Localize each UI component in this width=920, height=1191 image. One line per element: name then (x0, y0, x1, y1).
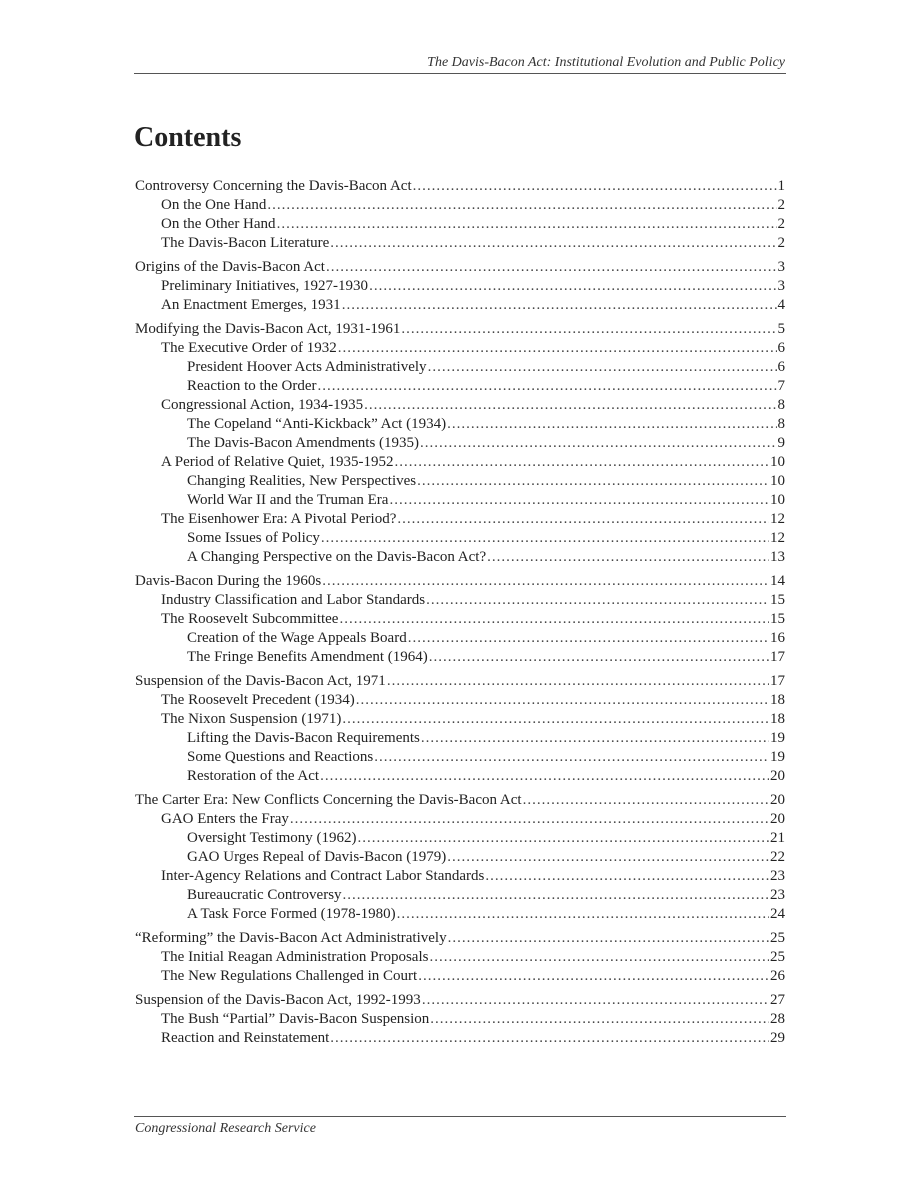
toc-entry-title: Industry Classification and Labor Standards (161, 592, 426, 608)
toc-dot-leader (413, 177, 777, 196)
toc-entry[interactable] (135, 529, 785, 548)
toc-entry-page-number: 16 (770, 630, 785, 646)
toc-entry-title: Origins of the Davis-Bacon Act (135, 259, 325, 275)
toc-entry-title: The Executive Order of 1932 (161, 340, 337, 356)
toc-entry[interactable] (135, 829, 785, 848)
toc-entry[interactable] (135, 810, 785, 829)
toc-entry-page-number: 3 (777, 259, 785, 275)
toc-dot-leader (417, 472, 769, 491)
toc-entry[interactable] (135, 967, 785, 986)
toc-entry-title: Oversight Testimony (1962) (187, 830, 357, 846)
toc-entry[interactable] (135, 177, 785, 196)
toc-entry[interactable] (135, 610, 785, 629)
toc-entry-title: The Copeland “Anti-Kickback” Act (1934) (187, 416, 447, 432)
toc-entry[interactable] (135, 320, 785, 339)
toc-entry-page-number: 15 (770, 592, 785, 608)
toc-entry-title: The Nixon Suspension (1971) (161, 711, 342, 727)
toc-entry-page-number: 17 (770, 649, 785, 665)
toc-entry-page-number: 17 (770, 673, 785, 689)
toc-entry[interactable] (135, 196, 785, 215)
toc-entry-title: A Period of Relative Quiet, 1935-1952 (161, 454, 394, 470)
toc-entry-page-number: 1 (777, 178, 785, 194)
toc-entry-title: Lifting the Davis-Bacon Requirements (187, 730, 420, 746)
toc-entry-page-number: 6 (777, 359, 785, 375)
toc-entry-title: Preliminary Initiatives, 1927-1930 (161, 278, 369, 294)
toc-entry-title: The Eisenhower Era: A Pivotal Period? (161, 511, 397, 527)
toc-entry-title: The Initial Reagan Administration Proposals (161, 949, 429, 965)
toc-entry[interactable] (135, 453, 785, 472)
toc-entry[interactable] (135, 791, 785, 810)
running-header: The Davis-Bacon Act: Institutional Evolution and Public Policy (427, 55, 785, 70)
toc-entry[interactable] (135, 691, 785, 710)
toc-entry-title: Suspension of the Davis-Bacon Act, 1971 (135, 673, 386, 689)
toc-entry-page-number: 19 (770, 730, 785, 746)
toc-entry-page-number: 12 (770, 511, 785, 527)
toc-dot-leader (394, 453, 769, 472)
toc-dot-leader (343, 886, 769, 905)
toc-dot-leader (485, 867, 769, 886)
toc-entry[interactable] (135, 510, 785, 529)
toc-entry[interactable] (135, 648, 785, 667)
toc-entry-title: Inter-Agency Relations and Contract Labor Standards (161, 868, 485, 884)
toc-entry-title: A Task Force Formed (1978-1980) (187, 906, 396, 922)
toc-entry-title: Creation of the Wage Appeals Board (187, 630, 407, 646)
toc-entry[interactable] (135, 672, 785, 691)
toc-entry-page-number: 2 (777, 235, 785, 251)
toc-entry-title: The New Regulations Challenged in Court (161, 968, 418, 984)
toc-entry[interactable] (135, 396, 785, 415)
toc-dot-leader (326, 258, 777, 277)
toc-entry[interactable] (135, 258, 785, 277)
toc-dot-leader (430, 1010, 769, 1029)
toc-dot-leader (397, 905, 769, 924)
toc-entry-page-number: 15 (770, 611, 785, 627)
toc-entry[interactable] (135, 629, 785, 648)
toc-entry[interactable] (135, 339, 785, 358)
toc-entry-title: Controversy Concerning the Davis-Bacon Act (135, 178, 412, 194)
toc-entry-page-number: 2 (777, 216, 785, 232)
toc-dot-leader (358, 829, 770, 848)
toc-entry-page-number: 18 (770, 692, 785, 708)
toc-dot-leader (342, 710, 769, 729)
toc-entry-page-number: 20 (770, 811, 785, 827)
toc-entry-page-number: 3 (777, 278, 785, 294)
toc-entry-page-number: 23 (770, 868, 785, 884)
toc-entry-page-number: 10 (770, 454, 785, 470)
toc-entry[interactable] (135, 848, 785, 867)
toc-dot-leader (330, 1029, 769, 1048)
toc-dot-leader (356, 691, 769, 710)
toc-entry-title: GAO Enters the Fray (161, 811, 289, 827)
toc-entry-page-number: 4 (777, 297, 785, 313)
toc-entry[interactable] (135, 434, 785, 453)
toc-entry-title: The Davis-Bacon Amendments (1935) (187, 435, 420, 451)
toc-entry-title: The Fringe Benefits Amendment (1964) (187, 649, 428, 665)
toc-dot-leader (320, 767, 769, 786)
toc-dot-leader (401, 320, 776, 339)
toc-entry-page-number: 26 (770, 968, 785, 984)
toc-entry-title: President Hoover Acts Administratively (187, 359, 427, 375)
toc-entry[interactable] (135, 729, 785, 748)
toc-entry-page-number: 12 (770, 530, 785, 546)
toc-dot-leader (267, 196, 776, 215)
toc-dot-leader (487, 548, 769, 567)
toc-entry[interactable] (135, 277, 785, 296)
toc-entry[interactable] (135, 491, 785, 510)
toc-entry[interactable] (135, 472, 785, 491)
toc-entry[interactable] (135, 991, 785, 1010)
toc-entry[interactable] (135, 215, 785, 234)
toc-dot-leader (321, 529, 769, 548)
table-of-contents (135, 177, 785, 1048)
toc-entry-title: Congressional Action, 1934-1935 (161, 397, 364, 413)
toc-entry[interactable] (135, 234, 785, 253)
toc-dot-leader (322, 572, 769, 591)
toc-entry-title: On the Other Hand (161, 216, 276, 232)
toc-entry[interactable] (135, 867, 785, 886)
toc-entry-page-number: 18 (770, 711, 785, 727)
toc-dot-leader (387, 672, 769, 691)
toc-entry-page-number: 14 (770, 573, 785, 589)
toc-dot-leader (342, 296, 777, 315)
footer-publisher: Congressional Research Service (135, 1121, 316, 1136)
toc-entry-title: Reaction to the Order (187, 378, 317, 394)
toc-entry[interactable] (135, 358, 785, 377)
toc-entry-page-number: 5 (777, 321, 785, 337)
toc-entry[interactable] (135, 296, 785, 315)
toc-dot-leader (330, 234, 776, 253)
header-rule (134, 73, 786, 74)
toc-dot-leader (523, 791, 769, 810)
toc-entry-title: Some Issues of Policy (187, 530, 320, 546)
toc-entry-page-number: 29 (770, 1030, 785, 1046)
toc-entry-title: A Changing Perspective on the Davis-Bacon Act? (187, 549, 487, 565)
toc-entry-title: The Davis-Bacon Literature (161, 235, 330, 251)
toc-dot-leader (374, 748, 769, 767)
toc-dot-leader (447, 848, 769, 867)
toc-entry-title: “Reforming” the Davis-Bacon Act Administratively (135, 930, 447, 946)
toc-dot-leader (426, 591, 769, 610)
toc-dot-leader (428, 358, 777, 377)
toc-entry-title: Some Questions and Reactions (187, 749, 374, 765)
toc-entry[interactable] (135, 948, 785, 967)
toc-entry-title: The Carter Era: New Conflicts Concerning the Davis-Bacon Act (135, 792, 522, 808)
toc-dot-leader (429, 948, 769, 967)
toc-entry-page-number: 25 (770, 930, 785, 946)
toc-entry-title: World War II and the Truman Era (187, 492, 389, 508)
toc-entry-title: The Roosevelt Precedent (1934) (161, 692, 355, 708)
toc-entry-page-number: 22 (770, 849, 785, 865)
toc-entry-title: GAO Urges Repeal of Davis-Bacon (1979) (187, 849, 447, 865)
toc-entry[interactable] (135, 767, 785, 786)
toc-entry-title: An Enactment Emerges, 1931 (161, 297, 341, 313)
toc-entry[interactable] (135, 572, 785, 591)
toc-dot-leader (418, 967, 769, 986)
toc-dot-leader (389, 491, 769, 510)
toc-entry[interactable] (135, 748, 785, 767)
toc-entry-page-number: 20 (770, 768, 785, 784)
toc-dot-leader (364, 396, 776, 415)
toc-entry[interactable] (135, 377, 785, 396)
toc-dot-leader (318, 377, 777, 396)
toc-dot-leader (408, 629, 769, 648)
toc-entry-title: Davis-Bacon During the 1960s (135, 573, 322, 589)
toc-entry-page-number: 21 (770, 830, 785, 846)
toc-dot-leader (339, 610, 769, 629)
toc-entry-title: Changing Realities, New Perspectives (187, 473, 417, 489)
toc-dot-leader (421, 729, 769, 748)
toc-entry-page-number: 20 (770, 792, 785, 808)
toc-entry[interactable] (135, 929, 785, 948)
toc-dot-leader (369, 277, 776, 296)
toc-entry-title: On the One Hand (161, 197, 267, 213)
toc-dot-leader (338, 339, 777, 358)
toc-entry[interactable] (135, 905, 785, 924)
toc-entry-page-number: 23 (770, 887, 785, 903)
toc-entry-title: Suspension of the Davis-Bacon Act, 1992-1993 (135, 992, 421, 1008)
toc-entry-page-number: 6 (777, 340, 785, 356)
toc-entry-page-number: 13 (770, 549, 785, 565)
toc-dot-leader (448, 929, 769, 948)
page-title: Contents (134, 122, 242, 153)
toc-entry-page-number: 25 (770, 949, 785, 965)
toc-entry-page-number: 10 (770, 473, 785, 489)
toc-entry-title: Modifying the Davis-Bacon Act, 1931-1961 (135, 321, 401, 337)
toc-entry[interactable] (135, 591, 785, 610)
toc-entry[interactable] (135, 415, 785, 434)
toc-entry-page-number: 9 (777, 435, 785, 451)
toc-entry-page-number: 2 (777, 197, 785, 213)
footer-rule (134, 1116, 786, 1117)
toc-entry[interactable] (135, 886, 785, 905)
toc-dot-leader (420, 434, 776, 453)
toc-dot-leader (290, 810, 769, 829)
toc-entry[interactable] (135, 1010, 785, 1029)
toc-entry-page-number: 8 (777, 416, 785, 432)
toc-entry-title: The Bush “Partial” Davis-Bacon Suspension (161, 1011, 430, 1027)
toc-dot-leader (422, 991, 769, 1010)
toc-entry-page-number: 24 (770, 906, 785, 922)
toc-entry-page-number: 8 (777, 397, 785, 413)
toc-dot-leader (429, 648, 769, 667)
toc-dot-leader (447, 415, 776, 434)
toc-entry[interactable] (135, 1029, 785, 1048)
toc-entry-page-number: 10 (770, 492, 785, 508)
toc-entry[interactable] (135, 548, 785, 567)
toc-entry-title: The Roosevelt Subcommittee (161, 611, 339, 627)
toc-entry-page-number: 19 (770, 749, 785, 765)
toc-entry-title: Reaction and Reinstatement (161, 1030, 330, 1046)
toc-dot-leader (397, 510, 769, 529)
toc-entry-page-number: 27 (770, 992, 785, 1008)
toc-entry[interactable] (135, 710, 785, 729)
toc-entry-title: Bureaucratic Controversy (187, 887, 342, 903)
toc-entry-page-number: 7 (777, 378, 785, 394)
toc-dot-leader (277, 215, 777, 234)
toc-entry-title: Restoration of the Act (187, 768, 320, 784)
toc-entry-page-number: 28 (770, 1011, 785, 1027)
